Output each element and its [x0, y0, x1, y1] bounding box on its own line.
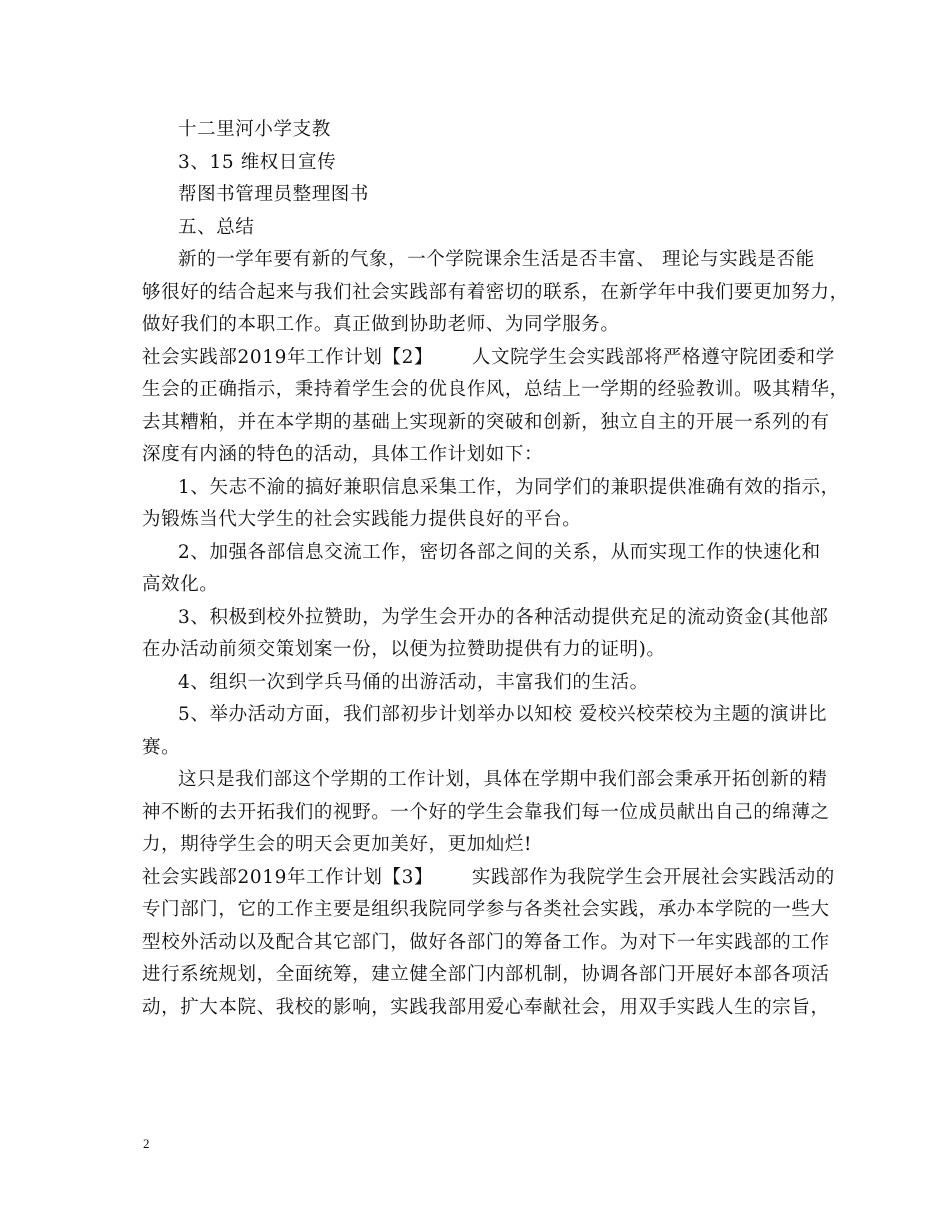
section-heading: 五、总结: [178, 216, 255, 238]
text-line: 赛。: [142, 736, 181, 758]
text-line: 为锻炼当代大学生的社会实践能力提供良好的平台。: [142, 509, 582, 530]
text-line: 神不断的去开拓我们的视野。一个好的学生会靠我们每一位成员献出自己的绵薄之: [142, 801, 830, 823]
text-line: 高效化。: [142, 574, 219, 595]
text-line: 够很好的结合起来与我们社会实践部有着密切的联系，在新学年中我们要更加努力，: [142, 281, 849, 303]
text-line: 帮图书管理员整理图书: [178, 184, 370, 205]
text-line: 这只是我们部这个学期的工作计划，具体在学期中我们部会秉承开拓创新的精: [178, 769, 828, 790]
text-line: 3、15 维权日宣传: [178, 151, 337, 173]
list-item-line: 3、积极到校外拉赞助，为学生会开办的各种活动提供充足的流动资金(其他部: [178, 606, 829, 628]
text-line: 做好我们的本职工作。真正做到协助老师、为同学服务。: [142, 314, 620, 335]
plan-heading-line: 社会实践部2019年工作计划【2】 人文院学生会实践部将严格遵守院团委和学: [142, 346, 835, 368]
text-line: 在办活动前须交策划案一份，以便为拉赞助提供有力的证明)。: [142, 639, 666, 660]
list-item-line: 5、举办活动方面，我们部初步计划举办以知校 爱校兴校荣校为主题的演讲比: [178, 704, 828, 725]
list-item-line: 2、加强各部信息交流工作，密切各部之间的关系，从而实现工作的快速化和: [178, 541, 821, 563]
text-line: 力，期待学生会的明天会更加美好，更加灿烂!: [142, 834, 533, 855]
plan-heading-line: 社会实践部2019年工作计划【3】 实践部作为我院学生会开展社会实践活动的: [142, 866, 835, 888]
text-line: 新的一学年要有新的气象，一个学院课余生活是否丰富、 理论与实践是否能: [178, 249, 815, 270]
text-line: 生会的正确指示，秉持着学生会的优良作风，总结上一学期的经验教训。吸其精华，: [142, 379, 849, 400]
text-line: 专门部门，它的工作主要是组织我院同学参与各类社会实践，承办本学院的一些大: [142, 899, 830, 920]
text-line: 去其糟粕，并在本学期的基础上实现新的突破和创新，独立自主的开展一系列的有: [142, 411, 830, 433]
list-item-line: 1、矢志不渝的搞好兼职信息采集工作，为同学们的兼职提供准确有效的指示，: [178, 476, 840, 498]
list-item-line: 4、组织一次到学兵马俑的出游活动，丰富我们的生活。: [178, 671, 649, 693]
text-line: 深度有内涵的特色的活动，具体工作计划如下：: [142, 444, 544, 465]
document-body: [142, 114, 849, 1024]
page-number: 2: [143, 1136, 150, 1151]
text-line: 进行系统规划，全面统筹，建立健全部门内部机制，协调各部门开展好本部各项活: [142, 964, 830, 985]
text-line: 型校外活动以及配合其它部门，做好各部门的筹备工作。为对下一年实践部的工作: [142, 931, 830, 953]
text-line: 动，扩大本院、我校的影响，实践我部用爱心奉献社会，用双手实践人生的宗旨，: [142, 996, 830, 1018]
text-line: 十二里河小学支教: [178, 119, 331, 140]
